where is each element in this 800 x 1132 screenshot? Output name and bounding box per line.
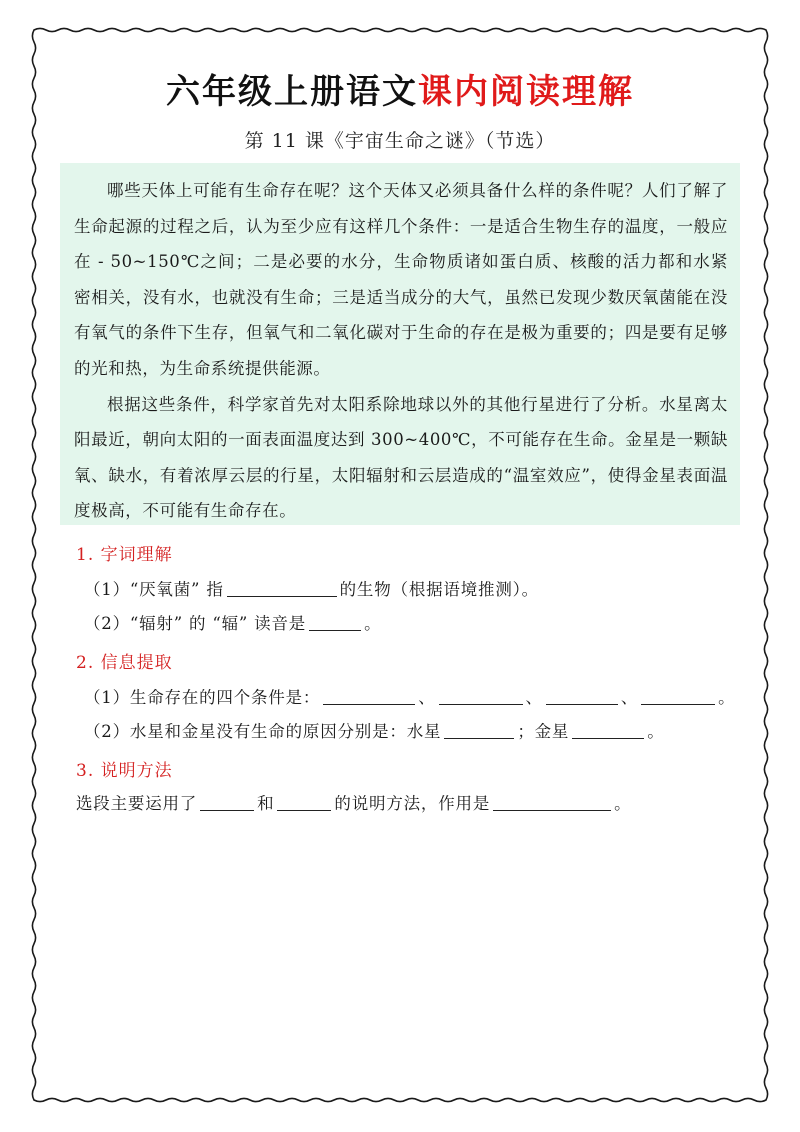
- reading-passage: [60, 163, 740, 525]
- question-3: [76, 790, 631, 814]
- question-3-and: 和: [257, 794, 275, 813]
- section-heading-word-understanding: 1. 字词理解: [76, 545, 173, 565]
- answer-blank-2-1-d[interactable]: [641, 688, 715, 706]
- answer-blank-1-1[interactable]: [227, 580, 337, 598]
- answer-blank-2-1-a[interactable]: [323, 688, 415, 706]
- answer-blank-3-a[interactable]: [200, 794, 254, 812]
- answer-blank-2-2-venus[interactable]: [572, 722, 644, 740]
- page-title: [0, 64, 800, 113]
- answer-blank-1-2[interactable]: [309, 614, 361, 632]
- question-1-1-prompt: （1）“厌氧菌” 指: [84, 580, 224, 599]
- answer-blank-2-1-b[interactable]: [439, 688, 523, 706]
- question-1-1: [84, 576, 539, 600]
- question-2-2-suffix: 。: [647, 722, 665, 741]
- section-heading-explanation-methods: 3. 说明方法: [76, 761, 173, 781]
- passage-paragraph-2: 根据这些条件，科学家首先对太阳系除地球以外的其他行星进行了分析。水星离太阳最近，朝向太阳的一面表面温度达到 300~400℃，不可能存在生命。金星是一颗缺氧、缺水，有着浓厚云层的行星，太阳辐射和云层造成的“温室效应”，使得金星表面温度极高，不可能有生命存在。: [74, 394, 728, 521]
- answer-blank-3-b[interactable]: [277, 794, 331, 812]
- question-2-1-prompt: （1）生命存在的四个条件是：: [84, 688, 321, 707]
- question-3-middle: 的说明方法，作用是: [334, 794, 491, 813]
- question-2-2-prompt: （2）水星和金星没有生命的原因分别是：水星: [84, 722, 442, 741]
- answer-blank-2-1-c[interactable]: [546, 688, 618, 706]
- question-1-2-suffix: 。: [364, 614, 382, 633]
- question-3-prompt: 选段主要运用了: [76, 794, 198, 813]
- question-1-2: [84, 610, 381, 634]
- question-2-1: [84, 684, 735, 708]
- passage-paragraph-1: 哪些天体上可能有生命存在呢？这个天体又必须具备什么样的条件呢？人们了解了生命起源的过程之后，认为至少应有这样几个条件：一是适合生物生存的温度，一般应在 - 50~150℃之间；二是必要的水分，生命物质诸如蛋白质、核酸的活力都和水紧密相关，没有水，也就没有生命；三是适当成分的大气，虽然已发现少数厌氧菌能在没有氧气的条件下生存，但氧气和二氧化碳对于生命的存在是极为重要的；四是要有足够的光和热，为生命系统提供能源。: [74, 181, 728, 378]
- page-title-red: 课内阅读理解: [418, 72, 634, 112]
- separator: 、: [418, 688, 436, 707]
- separator: 、: [620, 688, 639, 707]
- section-heading-information-extraction: 2. 信息提取: [76, 653, 173, 673]
- period: 。: [718, 688, 736, 707]
- answer-blank-3-c[interactable]: [493, 794, 611, 812]
- question-2-2: [84, 718, 665, 742]
- page-title-black: 六年级上册语文: [166, 72, 418, 112]
- question-2-2-middle: ；金星: [517, 722, 570, 741]
- answer-blank-2-2-mercury[interactable]: [444, 722, 514, 740]
- question-1-1-suffix: 的生物（根据语境推测）。: [339, 580, 539, 599]
- question-1-2-prompt: （2）“辐射” 的 “辐” 读音是: [84, 614, 307, 633]
- separator: 、: [525, 688, 543, 707]
- question-3-suffix: 。: [614, 794, 632, 813]
- lesson-subtitle: 第 11 课《宇宙生命之谜》（节选）: [244, 130, 556, 152]
